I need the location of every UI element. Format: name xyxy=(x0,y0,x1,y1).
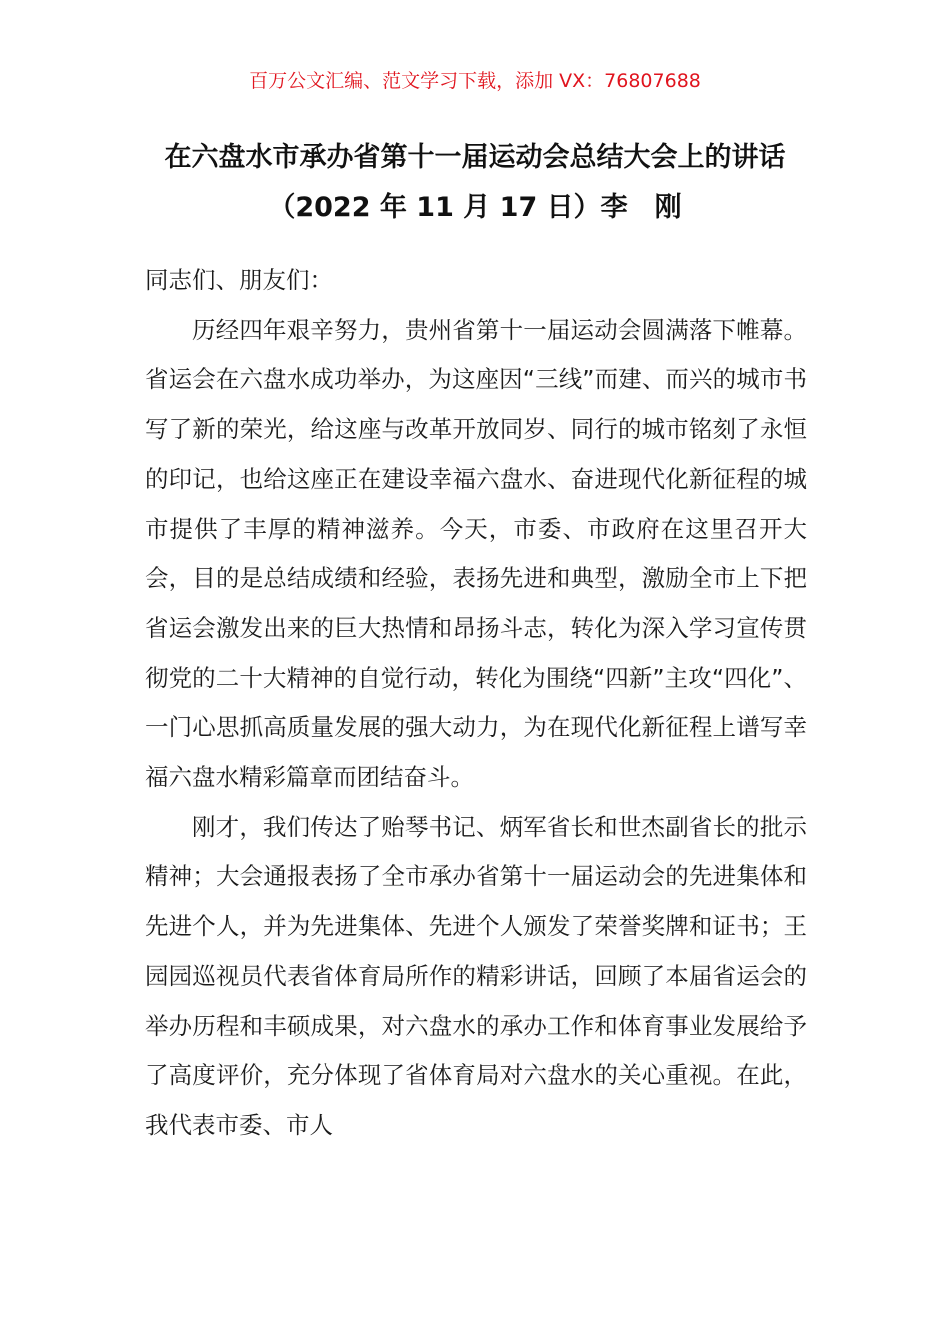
document-body xyxy=(145,256,807,1151)
header-watermark-note: 百万公文汇编、范文学习下载，添加 VX：76807688 xyxy=(249,70,701,92)
document-title: 在六盘水市承办省第十一届运动会总结大会上的讲话 xyxy=(164,142,786,173)
salutation: 同志们、朋友们： xyxy=(145,266,333,294)
document-subtitle-date-author: （2022 年 11 月 17 日）李 刚 xyxy=(268,192,682,223)
body-paragraph-1: 历经四年艰辛努力，贵州省第十一届运动会圆满落下帷幕。省运会在六盘水成功举办，为这座因“三线”而建、而兴的城市书写了新的荣光，给这座与改革开放同岁、同行的城市铭刻了永恒的印记，也给这座正在建设幸福六盘水、奋进现代化新征程的城市提供了丰厚的精神滋养。今天，市委、市政府在这里召开大会，目的是总结成绩和经验，表扬先进和典型，激励全市上下把省运会激发出来的巨大热情和昂扬斗志，转化为深入学习宣传贯彻党的二十大精神的自觉行动，转化为围绕“四新”主攻“四化”、一门心思抓高质量发展的强大动力，为在现代化新征程上谱写幸福六盘水精彩篇章而团结奋斗。 xyxy=(145,315,807,792)
body-paragraph-2: 刚才，我们传达了贻琴书记、炳军省长和世杰副省长的批示精神；大会通报表扬了全市承办省第十一届运动会的先进集体和先进个人，并为先进集体、先进个人颁发了荣誉奖牌和证书；王园园巡视员代表省体育局所作的精彩讲话，回顾了本届省运会的举办历程和丰硕成果，对六盘水的承办工作和体育事业发展给予了高度评价，充分体现了省体育局对六盘水的关心重视。在此，我代表市委、市人 xyxy=(145,812,807,1139)
